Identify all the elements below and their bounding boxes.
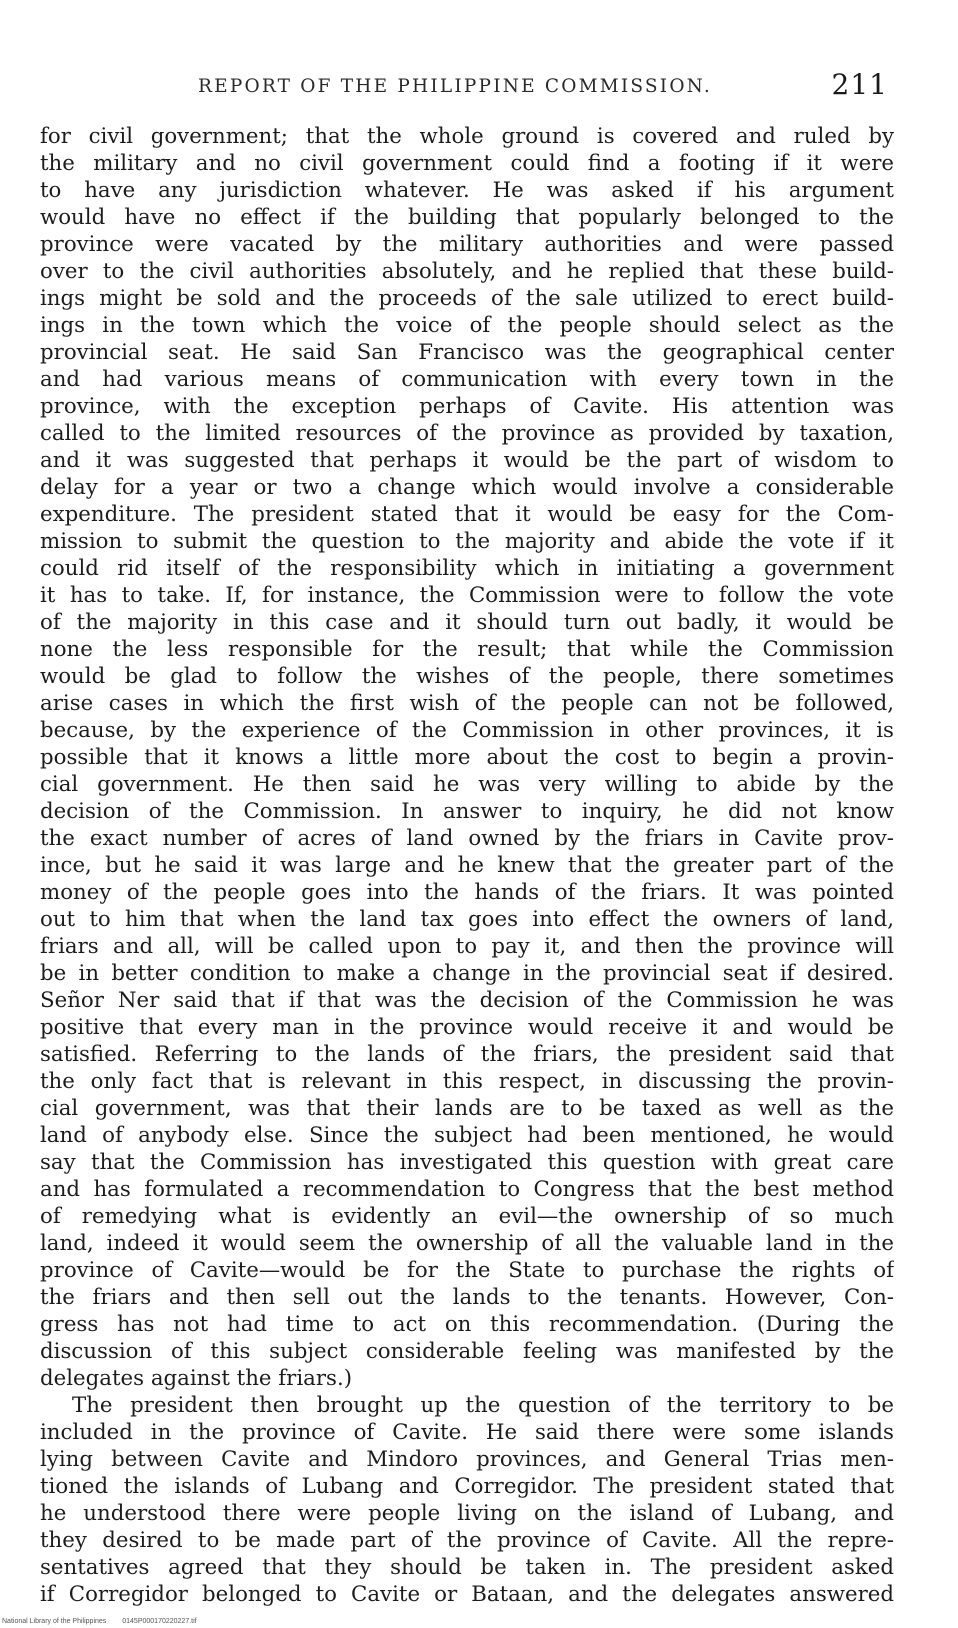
text-line: included in the province of Cavite. He said there were some islands (40, 1420, 894, 1445)
text-line: expenditure. The president stated that it would be easy for the Com- (40, 502, 894, 527)
text-line: of remedying what is evidently an evil—the ownership of so much (40, 1204, 894, 1229)
text-line: province, with the exception perhaps of Cavite. His attention was (40, 394, 894, 419)
text-line: for civil government; that the whole ground is covered and ruled by (40, 124, 894, 149)
text-line: Señor Ner said that if that was the decision of the Commission he was (40, 988, 894, 1013)
text-line: could rid itself of the responsibility which in initiating a government (40, 556, 894, 581)
text-line: ings in the town which the voice of the people should select as the (40, 313, 894, 338)
text-line: arise cases in which the first wish of the people can not be followed, (40, 691, 894, 716)
page-number: 211 (831, 68, 888, 101)
text-line: sentatives agreed that they should be taken in. The president asked (40, 1555, 894, 1580)
text-line: ings might be sold and the proceeds of the sale utilized to erect build- (40, 286, 894, 311)
text-line: ince, but he said it was large and he knew that the greater part of the (40, 853, 894, 878)
text-line: if Corregidor belonged to Cavite or Bataan, and the delegates answered (40, 1582, 894, 1607)
text-line: satisfied. Referring to the lands of the friars, the president said that (40, 1042, 894, 1067)
text-line: over to the civil authorities absolutely, and he replied that these build- (40, 259, 894, 284)
text-line: lying between Cavite and Mindoro provinces, and General Trias men- (40, 1447, 894, 1472)
text-line: mission to submit the question to the majority and abide the vote if it (40, 529, 894, 554)
text-line: would be glad to follow the wishes of the people, there sometimes (40, 664, 894, 689)
file-identifier: 0145P000170220227.tif (122, 1618, 197, 1625)
text-line: delegates against the friars.) (40, 1366, 353, 1391)
text-line: delay for a year or two a change which would involve a considerable (40, 475, 894, 500)
text-line: he understood there were people living on the island of Lubang, and (40, 1501, 894, 1526)
running-title: REPORT OF THE PHILIPPINE COMMISSION. (198, 76, 712, 97)
text-line: The president then brought up the question of the territory to be (72, 1393, 894, 1418)
text-line: land, indeed it would seem the ownership of all the valuable land in the (40, 1231, 894, 1256)
text-line: province were vacated by the military authorities and were passed (40, 232, 894, 257)
text-line: the friars and then sell out the lands to the tenants. However, Con- (40, 1285, 894, 1310)
text-line: tioned the islands of Lubang and Corregidor. The president stated that (40, 1474, 894, 1499)
text-line: friars and all, will be called upon to pay it, and then the province will (40, 934, 894, 959)
library-name: National Library of the Philippines (2, 1618, 107, 1625)
text-line: say that the Commission has investigated this question with great care (40, 1150, 894, 1175)
text-line: money of the people goes into the hands of the friars. It was pointed (40, 880, 894, 905)
text-line: positive that every man in the province would receive it and would be (40, 1015, 894, 1040)
text-line: to have any jurisdiction whatever. He was asked if his argument (40, 178, 894, 203)
text-line: and it was suggested that perhaps it would be the part of wisdom to (40, 448, 894, 473)
scan-footer (2, 1618, 211, 1625)
text-line: decision of the Commission. In answer to inquiry, he did not know (40, 799, 894, 824)
text-line: out to him that when the land tax goes into effect the owners of land, (40, 907, 894, 932)
body-text (40, 123, 894, 1608)
text-line: because, by the experience of the Commission in other provinces, it is (40, 718, 894, 743)
text-line: of the majority in this case and it should turn out badly, it would be (40, 610, 894, 635)
text-line: possible that it knows a little more about the cost to begin a provin- (40, 745, 894, 770)
text-line: they desired to be made part of the province of Cavite. All the repre- (40, 1528, 894, 1553)
text-line: would have no effect if the building that popularly belonged to the (40, 205, 894, 230)
text-line: province of Cavite—would be for the State to purchase the rights of (40, 1258, 894, 1283)
text-line: be in better condition to make a change in the provincial seat if desired. (40, 961, 894, 986)
text-line: land of anybody else. Since the subject had been mentioned, he would (40, 1123, 894, 1148)
text-line: cial government. He then said he was very willing to abide by the (40, 772, 894, 797)
text-line: none the less responsible for the result; that while the Commission (40, 637, 894, 662)
text-line: called to the limited resources of the province as provided by taxation, (40, 421, 894, 446)
text-line: provincial seat. He said San Francisco was the geographical center (40, 340, 894, 365)
text-line: it has to take. If, for instance, the Commission were to follow the vote (40, 583, 894, 608)
text-line: cial government, was that their lands are to be taxed as well as the (40, 1096, 894, 1121)
text-line: discussion of this subject considerable feeling was manifested by the (40, 1339, 894, 1364)
text-line: the exact number of acres of land owned by the friars in Cavite prov- (40, 826, 894, 851)
text-line: and has formulated a recommendation to Congress that the best method (40, 1177, 894, 1202)
text-line: gress has not had time to act on this recommendation. (During the (40, 1312, 894, 1337)
text-line: and had various means of communication with every town in the (40, 367, 894, 392)
text-line: the only fact that is relevant in this respect, in discussing the provin- (40, 1069, 894, 1094)
text-line: the military and no civil government could find a footing if it were (40, 151, 894, 176)
